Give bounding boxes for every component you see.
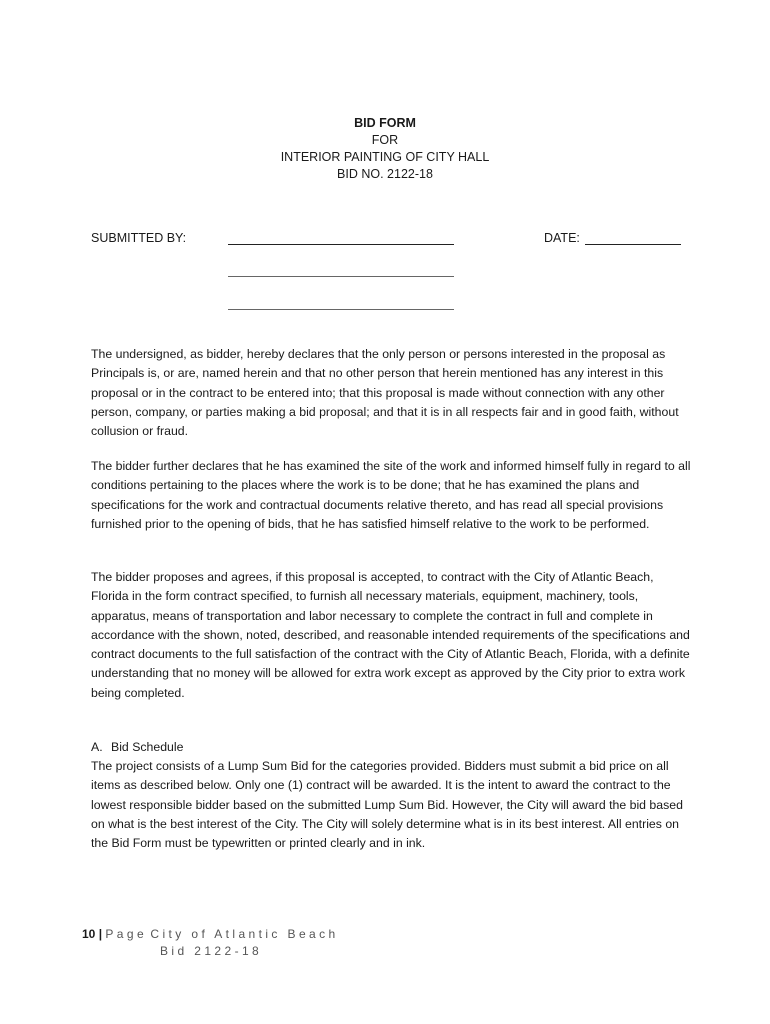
- bid-schedule-paragraph: The project consists of a Lump Sum Bid for the categories provided. Bidders must submit a bid price on all items as described below. Only one (1) contract will be awarded. It is the intent to award the contract to the lowest responsible bidder based on the submitted Lump Sum Bid. However, the City will award the bid based on what is the best interest of the City. The City will solely determine what is in its best interest. All entries on the Bid Form must be typewritten or printed clearly and in ink.: [91, 759, 683, 851]
- title-for: FOR: [371, 133, 399, 147]
- page-footer: [82, 926, 339, 960]
- page-label: Page: [105, 927, 148, 941]
- submitted-by-line-2[interactable]: [228, 276, 454, 277]
- submitted-by-line-1[interactable]: [228, 244, 454, 245]
- date-label: DATE:: [544, 231, 580, 245]
- footer-separator: |: [98, 927, 103, 941]
- page-number: 10: [82, 927, 96, 941]
- footer-organization: City of Atlantic Beach: [150, 927, 339, 941]
- section-a-number: A.: [91, 740, 103, 754]
- date-line[interactable]: [585, 244, 681, 245]
- submitted-by-label: SUBMITTED BY:: [91, 231, 187, 245]
- declaration-paragraph: The undersigned, as bidder, hereby declares that the only person or persons interested in the proposal as Principals is, or are, named herein and that no other person that herein mentioned has any interest in this proposal or in the contract to be entered into; that this proposal is made without connection with any other person, company, or parties making a bid proposal; and that it is in all respects fair and in good faith, without collusion or fraud.: [91, 347, 679, 439]
- bid-number: BID NO. 2122-18: [337, 167, 433, 181]
- section-a-heading: [91, 738, 691, 757]
- footer-bid-ref: Bid 2122-18: [160, 944, 263, 958]
- document-title: BID FORM: [354, 116, 416, 130]
- project-name: INTERIOR PAINTING OF CITY HALL: [280, 150, 490, 164]
- agreement-paragraph: The bidder proposes and agrees, if this proposal is accepted, to contract with the City of Atlantic Beach, Florida in the form contract specified, to furnish all necessary materials, equipment, machinery, tools, apparatus, means of transportation and labor necessary to complete the contract in full and complete in accordance with the shown, noted, described, and reasonable intended requirements of the specifications and contract documents to the full satisfaction of the contract with the City of Atlantic Beach, Florida, with a definite understanding that no money will be allowed for extra work except as approved by the City prior to extra work being completed.: [91, 570, 690, 700]
- examination-paragraph: The bidder further declares that he has examined the site of the work and informed himself fully in regard to all conditions pertaining to the places where the work is to be done; that he has examined the plans and specifications for the work and contractual documents relative thereto, and has read all special provisions furnished prior to the opening of bids, that he has satisfied himself relative to the work to be performed.: [91, 459, 691, 531]
- section-a-title: Bid Schedule: [111, 740, 184, 754]
- submitted-by-line-3[interactable]: [228, 309, 454, 310]
- title-block: [0, 115, 770, 183]
